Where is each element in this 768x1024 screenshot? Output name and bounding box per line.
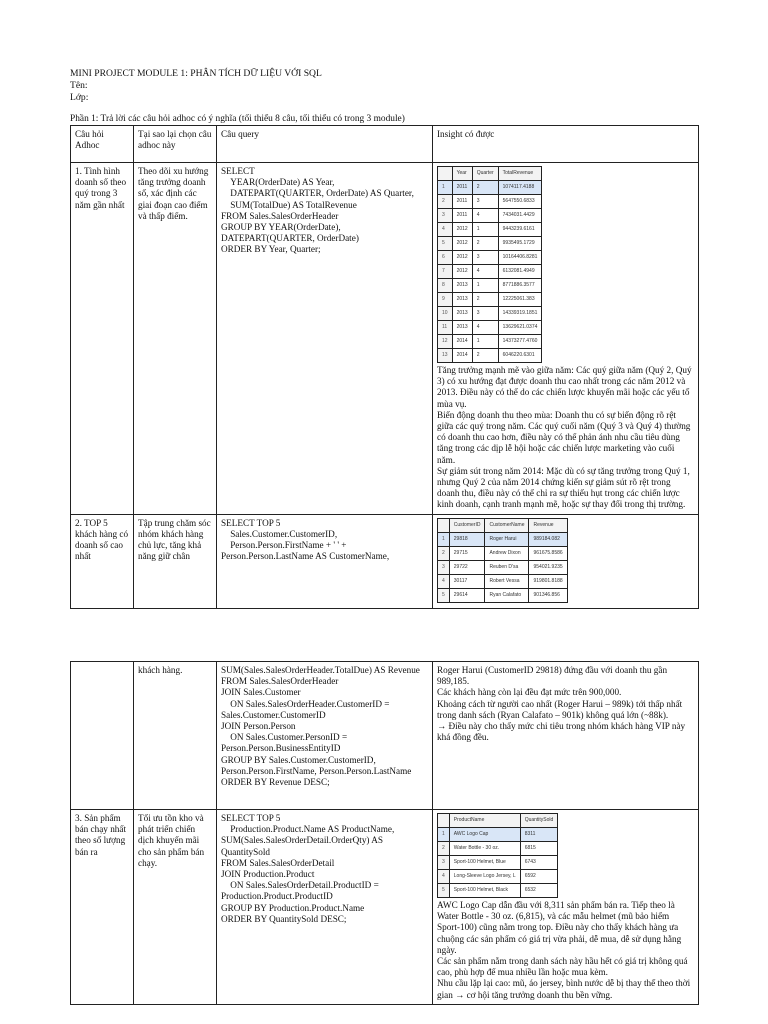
- query-line: Production.Product.Name AS ProductName,: [221, 824, 395, 835]
- grid-cell: 2013: [452, 293, 472, 307]
- grid-cell: 7434031.4429: [498, 209, 542, 223]
- grid-header: TotalRevenue: [498, 167, 542, 181]
- grid-cell: 2: [438, 195, 453, 209]
- grid-cell: 6743: [520, 856, 558, 870]
- query-line: SELECT TOP 5: [221, 517, 281, 528]
- grid-cell: 30117: [449, 574, 485, 588]
- query-line: SELECT TOP 5: [221, 813, 281, 823]
- row2-query-cont: [217, 662, 433, 810]
- query-line: FROM Sales.SalesOrderHeader: [221, 210, 339, 221]
- grid-cell: 7: [438, 265, 453, 279]
- grid-cell: 2012: [452, 237, 472, 251]
- grid-cell: 4: [472, 209, 498, 223]
- insight-paragraph: Các sản phẩm nằm trong danh sách này hầu hết có giá trị không quá cao, phù hợp để mua nhiều lần hoặc mua kèm.: [437, 956, 688, 978]
- grid-cell: 10164406.8281: [498, 251, 542, 265]
- query-line: ORDER BY QuantitySold DESC;: [221, 913, 347, 924]
- col-header-query: Câu query: [217, 126, 433, 163]
- grid-header: [438, 518, 450, 532]
- grid-header: Quarter: [472, 167, 498, 181]
- grid-cell: 6532: [520, 884, 558, 898]
- query-line: GROUP BY YEAR(OrderDate),: [221, 222, 341, 233]
- grid-cell: 4: [438, 574, 450, 588]
- row2-question-cont: [71, 662, 134, 810]
- grid-cell: 2013: [452, 307, 472, 321]
- insight-paragraph: Nhu cầu lặp lại cao: mũ, áo jersey, bình nước dễ bị thay thế theo thời gian → cơ hội tăng trưởng doanh thu bền vững.: [437, 978, 691, 1000]
- grid-cell: 6046220.6301: [498, 349, 542, 363]
- row2-reason: Tập trung chăm sóc nhóm khách hàng chủ lực, tăng khả năng giữ chân: [134, 514, 217, 608]
- grid-cell: AWC Logo Cap: [449, 828, 520, 842]
- grid-header: [438, 167, 453, 181]
- grid-cell: 2013: [452, 279, 472, 293]
- query-line: Person.Person.LastName AS CustomerName,: [221, 551, 390, 562]
- table-row: [71, 514, 699, 608]
- grid-cell: 14339319.1851: [498, 307, 542, 321]
- grid-cell: 11: [438, 321, 453, 335]
- grid-cell: 29818: [449, 532, 485, 546]
- table-row: [71, 810, 699, 1005]
- grid-header: CustomerName: [485, 518, 529, 532]
- grid-cell: 2: [472, 237, 498, 251]
- grid-cell: 3: [472, 195, 498, 209]
- grid-cell: 8: [438, 279, 453, 293]
- query-line: SELECT: [221, 166, 255, 176]
- grid-cell: 1: [438, 181, 453, 195]
- insight-paragraph: Các khách hàng còn lại đều đạt mức trên 900,000.: [437, 687, 622, 698]
- query-line: Person.Person.BusinessEntityID: [221, 743, 341, 754]
- row2-query: [217, 514, 433, 608]
- insight-paragraph: Sự giảm sút trong năm 2014: Mặc dù có sự tăng trưởng trong Quý 1, nhưng Quý 2 của năm 2014 chứng kiến sự giảm sút rõ rệt trong doanh thu, điều này có thể chỉ ra sự thiếu hụt trong các chiến lược kinh doanh, cạnh tranh mạnh mẽ, hoặc sự thay đổi trong thị trường.: [437, 465, 690, 510]
- adhoc-table-page2: [70, 661, 699, 1005]
- grid-cell: 954021.9235: [529, 560, 567, 574]
- query-line: Sales.Customer.CustomerID,: [221, 528, 338, 539]
- row3-query: [217, 810, 433, 1005]
- grid-header: Revenue: [529, 518, 567, 532]
- insight-paragraph: Biến động doanh thu theo mùa: Doanh thu có sự biến động rõ rệt giữa các quý trong năm. Các quý cuối năm (Quý 3 và Quý 4) thường có doanh thu cao hơn, điều này có thể phản ánh nhu cầu tiêu dùng tăng trong các dịp lễ hội hoặc các chiến lược marketing vào cuối năm.: [437, 409, 691, 465]
- grid-header: Year: [452, 167, 472, 181]
- grid-cell: 1074117.4188: [498, 181, 542, 195]
- query-line: ON Sales.SalesOrderDetail.ProductID =: [221, 880, 379, 891]
- grid-cell: 4: [472, 265, 498, 279]
- grid-cell: 3: [438, 560, 450, 574]
- insight-paragraph: Khoảng cách từ người cao nhất (Roger Harui – 989k) tới thấp nhất trong danh sách (Ryan Calafato – 901k) không quá lớn (~88k).: [437, 698, 683, 720]
- grid-cell: 13629621.0374: [498, 321, 542, 335]
- grid-cell: 29722: [449, 560, 485, 574]
- row3-insight: [433, 810, 699, 1005]
- grid-cell: 1: [472, 335, 498, 349]
- grid-cell: 9443239.6161: [498, 223, 542, 237]
- col-header-question: Câu hỏi Adhoc: [71, 126, 134, 163]
- grid-cell: 2: [472, 349, 498, 363]
- insight-paragraph: Roger Harui (CustomerID 29818) đứng đầu với doanh thu gần 989,185.: [437, 665, 668, 687]
- query-line: JOIN Person.Person: [221, 721, 296, 732]
- grid-cell: 961675.8586: [529, 546, 567, 560]
- query-line: GROUP BY Sales.Customer.CustomerID,: [221, 754, 376, 765]
- grid-cell: Long-Sleeve Logo Jersey, L: [449, 870, 520, 884]
- table-row: [71, 662, 699, 810]
- grid-cell: 12: [438, 335, 453, 349]
- grid-cell: 2012: [452, 251, 472, 265]
- row1-question: 1. Tình hình doanh số theo quý trong 3 năm gần nhất: [71, 163, 134, 515]
- table-row: [71, 163, 699, 515]
- query-line: JOIN Sales.Customer: [221, 687, 301, 698]
- grid-cell: 989184.082: [529, 532, 567, 546]
- grid-cell: 10: [438, 307, 453, 321]
- grid-cell: 2: [438, 842, 450, 856]
- query-line: SUM(Sales.SalesOrderDetail.OrderQty) AS QuantitySold: [221, 835, 386, 857]
- row1-reason: Theo dõi xu hướng tăng trưởng doanh số, xác định các giai đoạn cao điểm và thấp điểm.: [134, 163, 217, 515]
- grid-cell: 8311: [520, 828, 558, 842]
- grid-cell: 3: [438, 856, 450, 870]
- class-label: Lớp:: [70, 92, 89, 103]
- grid-cell: 2014: [452, 349, 472, 363]
- grid-cell: 4: [472, 321, 498, 335]
- row3-reason: Tối ưu tồn kho và phát triển chiến dịch khuyến mãi cho sản phẩm bán chạy.: [134, 810, 217, 1005]
- part1-title: Phần 1: Trả lời các câu hỏi adhoc có ý nghĩa (tối thiểu 8 câu, tối thiểu có trong 3 module): [70, 114, 405, 124]
- grid-cell: Reuben D'sa: [485, 560, 529, 574]
- grid-cell: 5: [438, 237, 453, 251]
- result-grid-quarterly: [437, 166, 542, 363]
- grid-cell: 4: [438, 870, 450, 884]
- row2-insight-result: [433, 514, 699, 608]
- grid-cell: 29614: [449, 588, 485, 602]
- query-line: ORDER BY Revenue DESC;: [221, 777, 330, 788]
- grid-cell: 901346.856: [529, 588, 567, 602]
- query-line: ON Sales.SalesOrderHeader.CustomerID =: [221, 698, 390, 709]
- query-line: Production.Product.ProductID: [221, 891, 333, 902]
- row1-query: [217, 163, 433, 515]
- grid-cell: 5: [438, 884, 450, 898]
- grid-cell: 8771886.3577: [498, 279, 542, 293]
- grid-cell: Sport-100 Helmet, Black: [449, 884, 520, 898]
- insight-paragraph: → Điều này cho thấy mức chi tiêu trong nhóm khách hàng VIP này khá đồng đều.: [437, 721, 686, 743]
- grid-cell: 6592: [520, 870, 558, 884]
- grid-cell: 2012: [452, 265, 472, 279]
- grid-cell: 2: [438, 546, 450, 560]
- query-line: FROM Sales.SalesOrderDetail: [221, 857, 335, 868]
- adhoc-table-page1: [70, 125, 699, 609]
- grid-cell: 2011: [452, 181, 472, 195]
- query-line: Person.Person.FirstName + ' ' +: [221, 540, 347, 551]
- grid-cell: Andrew Dixon: [485, 546, 529, 560]
- result-grid-top-products: [437, 813, 558, 898]
- grid-cell: 1: [472, 223, 498, 237]
- grid-cell: 6815: [520, 842, 558, 856]
- grid-cell: 2013: [452, 321, 472, 335]
- row2-insight: [433, 662, 699, 810]
- query-line: GROUP BY Production.Product.Name: [221, 902, 365, 913]
- grid-cell: Water Bottle - 30 oz.: [449, 842, 520, 856]
- grid-cell: 3: [438, 209, 453, 223]
- grid-cell: 2012: [452, 223, 472, 237]
- document-title: MINI PROJECT MODULE 1: PHÂN TÍCH DỮ LIỆU VỚI SQL: [70, 68, 322, 79]
- query-line: YEAR(OrderDate) AS Year,: [221, 177, 335, 188]
- grid-cell: 5: [438, 588, 450, 602]
- grid-header: CustomerID: [449, 518, 485, 532]
- row3-question: 3. Sản phẩm bán chạy nhất theo số lượng bán ra: [71, 810, 134, 1005]
- query-line: ON Sales.Customer.PersonID =: [221, 732, 348, 743]
- grid-cell: Robert Vessa: [485, 574, 529, 588]
- query-line: Person.Person.FirstName, Person.Person.LastName: [221, 765, 412, 776]
- grid-cell: 6: [438, 251, 453, 265]
- grid-cell: 1: [472, 279, 498, 293]
- grid-cell: Roger Harui: [485, 532, 529, 546]
- grid-cell: 3: [472, 307, 498, 321]
- grid-cell: 919801.8188: [529, 574, 567, 588]
- grid-cell: 12225061.383: [498, 293, 542, 307]
- query-line: SUM(Sales.SalesOrderHeader.TotalDue) AS Revenue: [221, 665, 420, 675]
- grid-cell: 2: [472, 181, 498, 195]
- grid-cell: Sport-100 Helmet, Blue: [449, 856, 520, 870]
- grid-cell: 2011: [452, 195, 472, 209]
- query-line: Sales.Customer.CustomerID: [221, 709, 326, 720]
- table-header-row: [71, 126, 699, 163]
- grid-cell: 14373277.4760: [498, 335, 542, 349]
- insight-paragraph: AWC Logo Cap dẫn đầu với 8,311 sản phẩm bán ra. Tiếp theo là Water Bottle - 30 oz. (6,815), và các mẫu helmet (mũ bảo hiểm Sport-100) cũng nằm trong top. Điều này cho thấy khách hàng ưa chuộng các sản phẩm có giá trị vừa phải, dễ mua, dễ sử dụng hằng ngày.: [437, 900, 682, 955]
- col-header-insight: Insight có được: [433, 126, 699, 163]
- name-label: Tên:: [70, 80, 88, 91]
- col-header-reason: Tại sao lại chọn câu adhoc này: [134, 126, 217, 163]
- grid-cell: 29715: [449, 546, 485, 560]
- grid-cell: 6132081.4949: [498, 265, 542, 279]
- row1-insight: [433, 163, 699, 515]
- document-header: [70, 68, 322, 104]
- query-line: JOIN Production.Product: [221, 869, 315, 880]
- row2-question: 2. TOP 5 khách hàng có doanh số cao nhất: [71, 514, 134, 608]
- grid-cell: 2: [472, 293, 498, 307]
- grid-cell: 1: [438, 828, 450, 842]
- grid-header: QuantitySold: [520, 814, 558, 828]
- grid-header: ProductName: [449, 814, 520, 828]
- grid-cell: 1: [438, 532, 450, 546]
- result-grid-top-customers: [437, 518, 568, 603]
- query-line: DATEPART(QUARTER, OrderDate): [221, 233, 359, 244]
- grid-cell: 3: [472, 251, 498, 265]
- grid-cell: 13: [438, 349, 453, 363]
- grid-cell: 9: [438, 293, 453, 307]
- query-line: FROM Sales.SalesOrderHeader: [221, 676, 339, 687]
- grid-cell: 5647550.6833: [498, 195, 542, 209]
- grid-cell: 4: [438, 223, 453, 237]
- grid-cell: 2011: [452, 209, 472, 223]
- query-line: SUM(TotalDue) AS TotalRevenue: [221, 199, 357, 210]
- grid-cell: 9935495.1729: [498, 237, 542, 251]
- row2-reason-cont: khách hàng.: [134, 662, 217, 810]
- grid-header: [438, 814, 450, 828]
- insight-paragraph: Tăng trưởng mạnh mẽ vào giữa năm: Các quý giữa năm (Quý 2, Quý 3) có xu hướng đạt được doanh thu cao nhất trong các năm 2012 và 2013. Điều này có thể do các chiến lược khuyến mãi hoặc các yếu tố mùa vụ.: [437, 365, 692, 409]
- grid-cell: Ryan Calafato: [485, 588, 529, 602]
- query-line: ORDER BY Year, Quarter;: [221, 244, 321, 255]
- grid-cell: 2014: [452, 335, 472, 349]
- query-line: DATEPART(QUARTER, OrderDate) AS Quarter,: [221, 188, 414, 199]
